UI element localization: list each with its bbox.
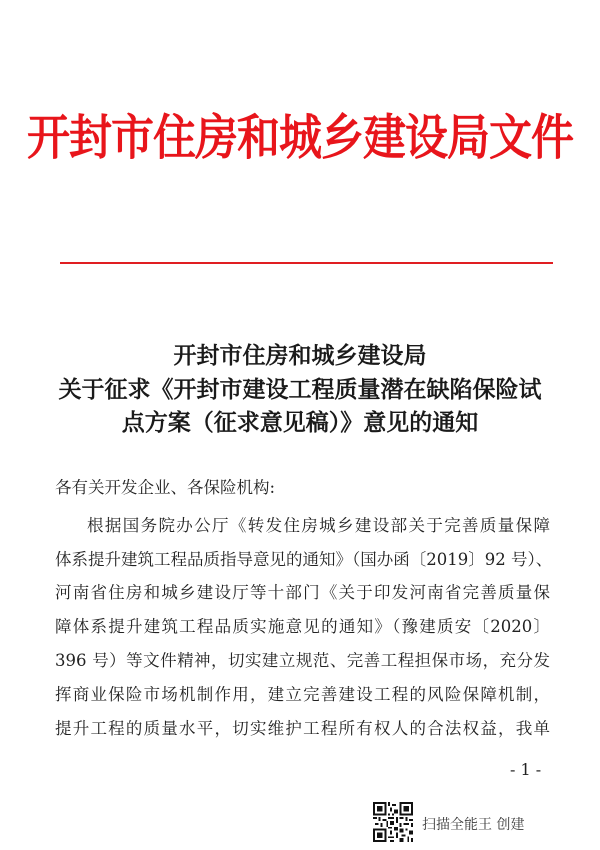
body-line-5: 396 号）等文件精神，切实建立规范、完善工程担保市场，充分发 xyxy=(55,651,550,670)
red-divider-rule xyxy=(60,262,553,264)
salutation: 各有关开发企业、各保险机构: xyxy=(55,478,276,497)
body-line-2: 体系提升建筑工程品质指导意见的通知》（国办函〔2019〕92 号）、 xyxy=(55,550,553,569)
masthead-title: 开封市住房和城乡建设局文件 xyxy=(27,110,573,167)
body-line-4: 障体系提升建筑工程品质实施意见的通知》（豫建质安〔2020〕 xyxy=(55,617,550,636)
qr-code-icon xyxy=(373,802,413,842)
body-line-1: 根据国务院办公厅《转发住房城乡建设部关于完善质量保障 xyxy=(87,516,550,535)
scanner-watermark-label: 扫描全能王 创建 xyxy=(422,817,525,833)
notice-title-line-2: 关于征求《开封市建设工程质量潜在缺陷保险试 xyxy=(58,377,542,403)
body-line-7: 提升工程的质量水平，切实维护工程所有权人的合法权益，我单 xyxy=(55,719,550,738)
notice-title-line-3: 点方案（征求意见稿）》意见的通知 xyxy=(121,410,479,436)
notice-title-line-1: 开封市住房和城乡建设局 xyxy=(173,343,427,369)
body-line-3: 河南省住房和城乡建设厅等十部门《关于印发河南省完善质量保 xyxy=(55,583,550,602)
body-line-6: 挥商业保险市场机制作用，建立完善建设工程的风险保障机制， xyxy=(55,685,550,704)
page-number: - 1 - xyxy=(510,760,542,779)
